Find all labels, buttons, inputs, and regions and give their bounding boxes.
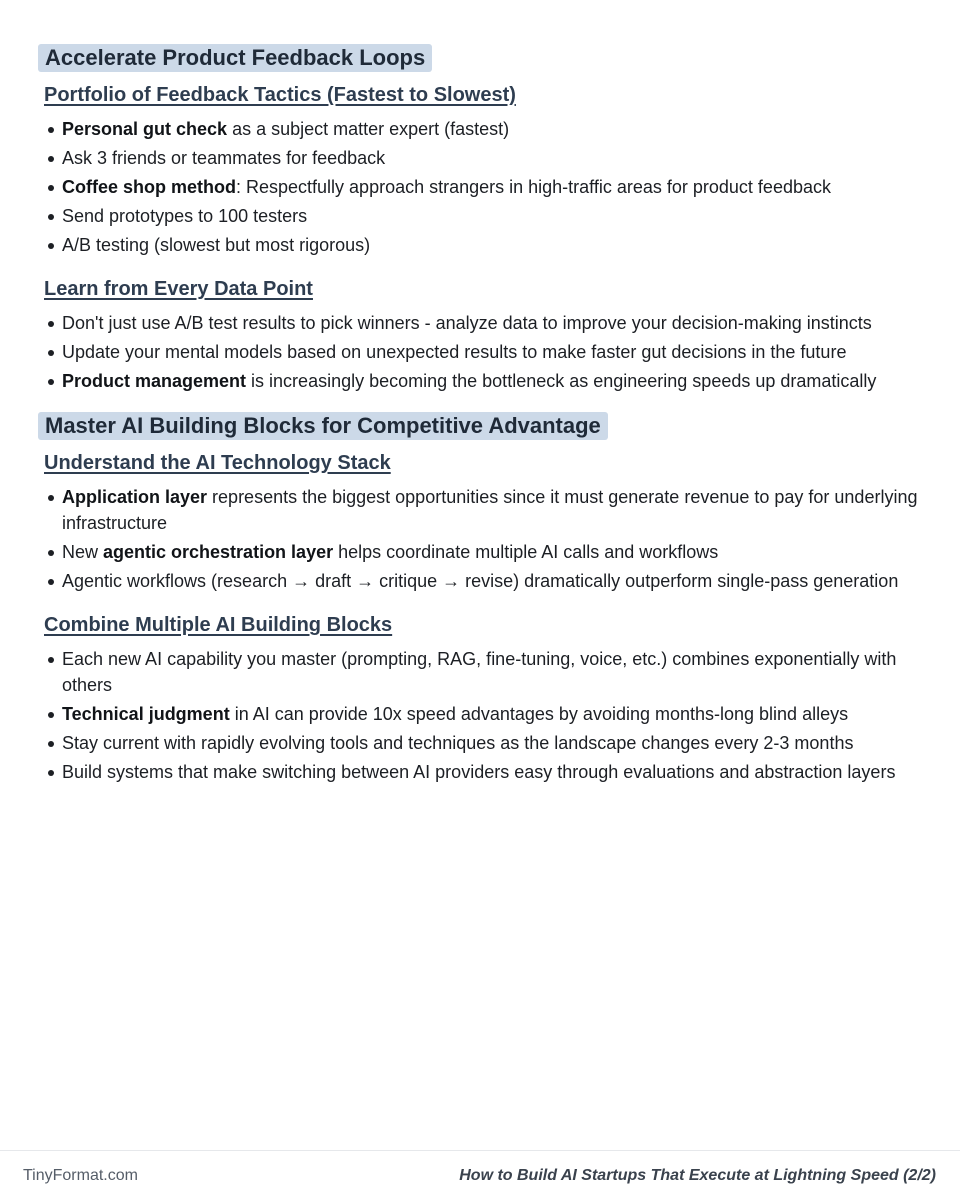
section-feedback-loops (38, 44, 918, 394)
bold-term: agentic orchestration layer (103, 542, 334, 562)
subsection-title: Understand the AI Technology Stack (44, 452, 391, 474)
section-title: Accelerate Product Feedback Loops (38, 44, 432, 72)
item-text: Stay current with rapidly evolving tools and techniques as the landscape changes every 2-3 months (62, 733, 854, 753)
item-text: is increasingly becoming the bottleneck as engineering speeds up dramatically (246, 371, 877, 391)
list-item (62, 145, 918, 171)
section-ai-building-blocks (38, 412, 918, 785)
item-text: Agentic workflows (research → draft → critique → revise) dramatically outperform single-pass generation (62, 571, 899, 591)
list-item (62, 232, 918, 258)
page-footer (0, 1150, 960, 1200)
bold-term: Personal gut check (62, 119, 228, 139)
item-text: in AI can provide 10x speed advantages by avoiding months-long blind alleys (229, 704, 849, 724)
subsection-tech-stack (38, 450, 918, 594)
item-text: : Respectfully approach strangers in high-traffic areas for product feedback (236, 177, 831, 197)
list-item (62, 310, 918, 336)
list-item (62, 203, 918, 229)
subsection-feedback-tactics (38, 82, 918, 258)
item-text: Build systems that make switching between AI providers easy through evaluations and abstraction layers (62, 762, 896, 782)
footer-site-link[interactable]: TinyFormat.com (23, 1167, 138, 1184)
bullet-list (38, 310, 918, 394)
subsection-title: Combine Multiple AI Building Blocks (44, 614, 393, 636)
subsection-combine-blocks (38, 612, 918, 785)
item-text: Update your mental models based on unexpected results to make faster gut decisions in the future (62, 342, 847, 362)
list-item (62, 174, 918, 200)
bold-term: Coffee shop method (62, 177, 236, 197)
item-text: as a subject matter expert (fastest) (227, 119, 510, 139)
item-text: Don't just use A/B test results to pick winners - analyze data to improve your decision-making instincts (62, 313, 872, 333)
bold-term: Technical judgment (62, 704, 230, 724)
footer-document-title: How to Build AI Startups That Execute at Lightning Speed (2/2) (459, 1167, 936, 1184)
list-item (62, 568, 918, 594)
list-item (62, 539, 918, 565)
list-item (62, 484, 918, 536)
item-text: Ask 3 friends or teammates for feedback (62, 148, 386, 168)
list-item (62, 646, 918, 698)
section-title: Master AI Building Blocks for Competitive Advantage (38, 412, 608, 440)
item-text: helps coordinate multiple AI calls and workflows (333, 542, 719, 562)
item-text: represents the biggest opportunities since it must generate revenue to pay for underlying infrastructure (62, 487, 918, 533)
list-item (62, 701, 918, 727)
bold-term: Application layer (62, 487, 208, 507)
subsection-data-point (38, 276, 918, 394)
bullet-list (38, 646, 918, 785)
bold-term: Product management (62, 371, 247, 391)
item-text: Each new AI capability you master (prompting, RAG, fine-tuning, voice, etc.) combines exponentially with others (62, 649, 897, 695)
bullet-list (38, 116, 918, 258)
list-item (62, 368, 918, 394)
list-item (62, 730, 918, 756)
list-item (62, 116, 918, 142)
item-text: A/B testing (slowest but most rigorous) (62, 235, 371, 255)
subsection-title: Learn from Every Data Point (44, 278, 313, 300)
subsection-title: Portfolio of Feedback Tactics (Fastest to Slowest) (44, 84, 516, 106)
item-text: Send prototypes to 100 testers (62, 206, 308, 226)
document-content (38, 44, 918, 803)
list-item (62, 759, 918, 785)
bullet-list (38, 484, 918, 594)
list-item (62, 339, 918, 365)
item-prefix: New (62, 542, 104, 562)
